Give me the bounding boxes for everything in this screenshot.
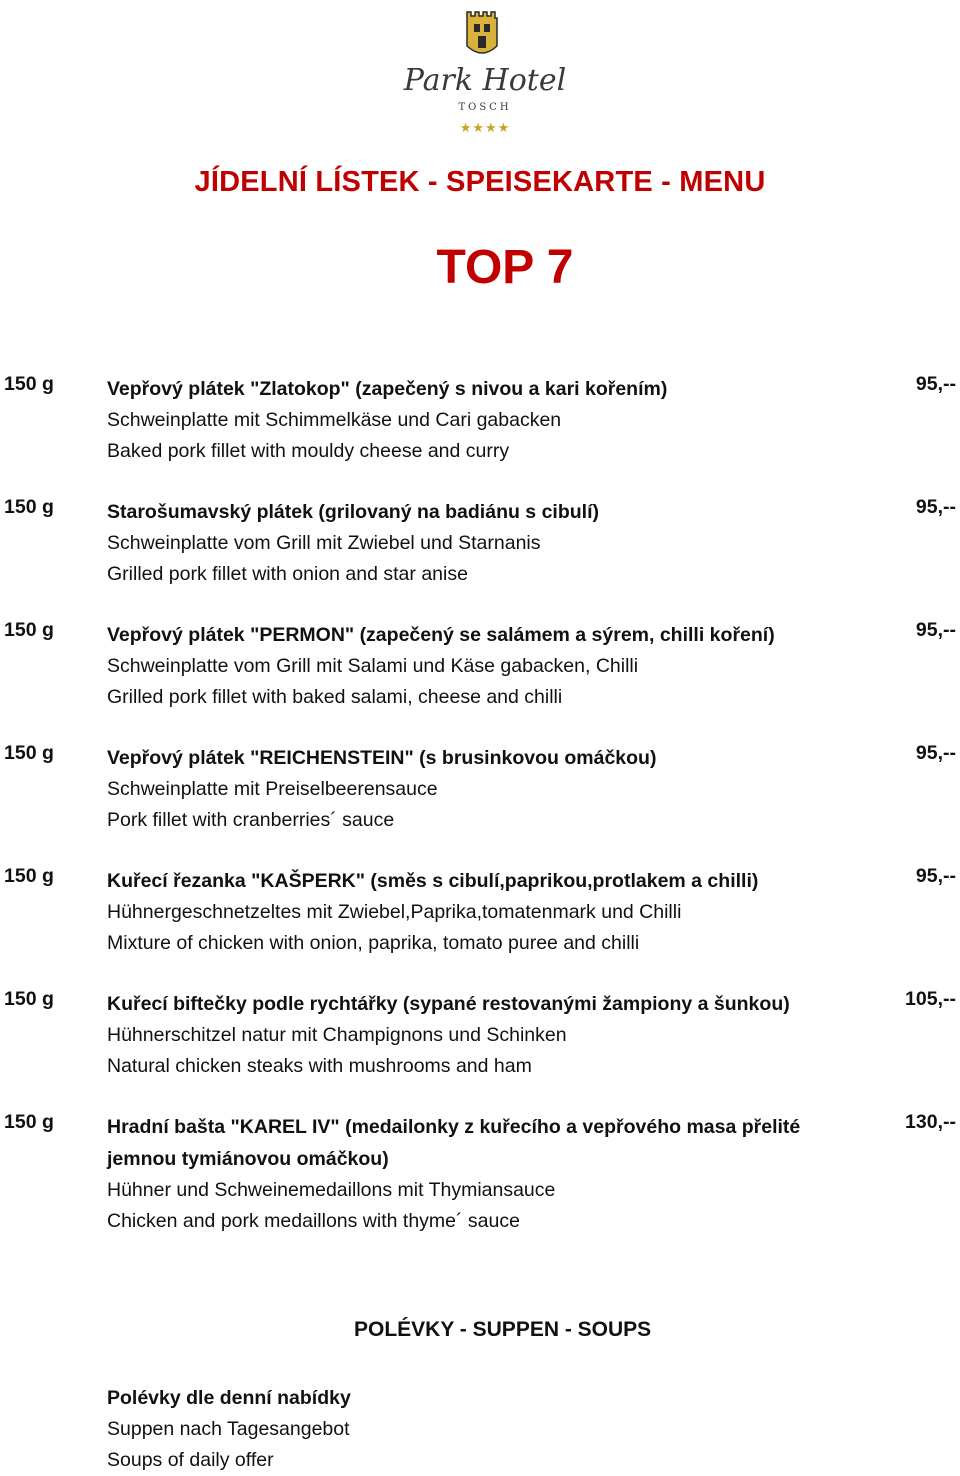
logo-stars: ★★★★ xyxy=(459,121,511,136)
dish-english: Grilled pork fillet with baked salami, cheese and chilli xyxy=(107,686,563,708)
dish-item xyxy=(0,1111,960,1271)
dish-name: Kuřecí řezanka "KAŠPERK" (směs s cibulí,paprikou,protlakem a chilli) xyxy=(107,870,759,892)
dish-item xyxy=(0,496,960,622)
dish-price: 95,-- xyxy=(915,742,956,764)
logo-name: Park Hotel xyxy=(403,63,567,98)
dish-weight: 150 g xyxy=(4,742,54,764)
dish-item xyxy=(0,619,960,745)
dish-german: Hühnerschitzel natur mit Champignons und Schinken xyxy=(107,1024,567,1046)
dish-name: Kuřecí biftečky podle rychtářky (sypané restovanými žampiony a šunkou) xyxy=(107,993,790,1015)
dish-name: Vepřový plátek "PERMON" (zapečený se salámem a sýrem, chilli koření) xyxy=(107,624,775,646)
dish-english: Chicken and pork medaillons with thyme´ sauce xyxy=(107,1210,520,1232)
menu-title: JÍDELNÍ LÍSTEK - SPEISEKARTE - MENU xyxy=(194,166,766,198)
dish-list xyxy=(0,373,960,1271)
dish-name: Starošumavský plátek (grilovaný na badiánu s cibulí) xyxy=(107,501,599,523)
soup-item xyxy=(107,1383,351,1476)
dish-price: 95,-- xyxy=(915,496,956,518)
soup-name: Polévky dle denní nabídky xyxy=(107,1387,351,1409)
dish-name: Hradní bašta "KAREL IV" (medailonky z kuřecího a vepřového masa přelité jemnou tymiánovou omáčkou) xyxy=(107,1116,801,1170)
dish-price: 95,-- xyxy=(915,619,956,641)
dish-price: 130,-- xyxy=(905,1111,956,1133)
dish-english: Baked pork fillet with mouldy cheese and curry xyxy=(107,440,510,462)
dish-weight: 150 g xyxy=(4,619,54,641)
dish-english: Natural chicken steaks with mushrooms and ham xyxy=(107,1055,532,1077)
hotel-logo xyxy=(395,6,575,136)
dish-english: Grilled pork fillet with onion and star anise xyxy=(107,563,468,585)
logo-sub: TOSCH xyxy=(458,102,512,113)
dish-name: Vepřový plátek "Zlatokop" (zapečený s nivou a kari kořením) xyxy=(107,378,668,400)
dish-item xyxy=(0,373,960,499)
dish-german: Schweinplatte mit Preiselbeerensauce xyxy=(107,778,438,800)
dish-german: Hühner und Schweinemedaillons mit Thymiansauce xyxy=(107,1179,556,1201)
dish-german: Schweinplatte mit Schimmelkäse und Cari gabacken xyxy=(107,409,562,431)
dish-item xyxy=(0,742,960,868)
dish-weight: 150 g xyxy=(4,373,54,395)
dish-german: Schweinplatte vom Grill mit Zwiebel und Starnanis xyxy=(107,532,541,554)
dish-price: 95,-- xyxy=(915,865,956,887)
dish-english: Mixture of chicken with onion, paprika, tomato puree and chilli xyxy=(107,932,640,954)
top-title: TOP 7 xyxy=(436,241,574,294)
dish-english: Pork fillet with cranberries´ sauce xyxy=(107,809,395,831)
dish-german: Schweinplatte vom Grill mit Salami und Käse gabacken, Chilli xyxy=(107,655,639,677)
dish-weight: 150 g xyxy=(4,865,54,887)
soup-german: Suppen nach Tagesangebot xyxy=(107,1418,350,1440)
soup-english: Soups of daily offer xyxy=(107,1449,274,1471)
dish-item xyxy=(0,988,960,1114)
dish-item xyxy=(0,865,960,991)
dish-weight: 150 g xyxy=(4,1111,54,1133)
dish-weight: 150 g xyxy=(4,496,54,518)
castle-crest-icon xyxy=(467,12,497,53)
dish-name: Vepřový plátek "REICHENSTEIN" (s brusinkovou omáčkou) xyxy=(107,747,657,769)
dish-german: Hühnergeschnetzeltes mit Zwiebel,Paprika,tomatenmark und Chilli xyxy=(107,901,682,923)
dish-weight: 150 g xyxy=(4,988,54,1010)
dish-price: 105,-- xyxy=(905,988,956,1010)
dish-price: 95,-- xyxy=(915,373,956,395)
soups-title: POLÉVKY - SUPPEN - SOUPS xyxy=(354,1318,652,1341)
